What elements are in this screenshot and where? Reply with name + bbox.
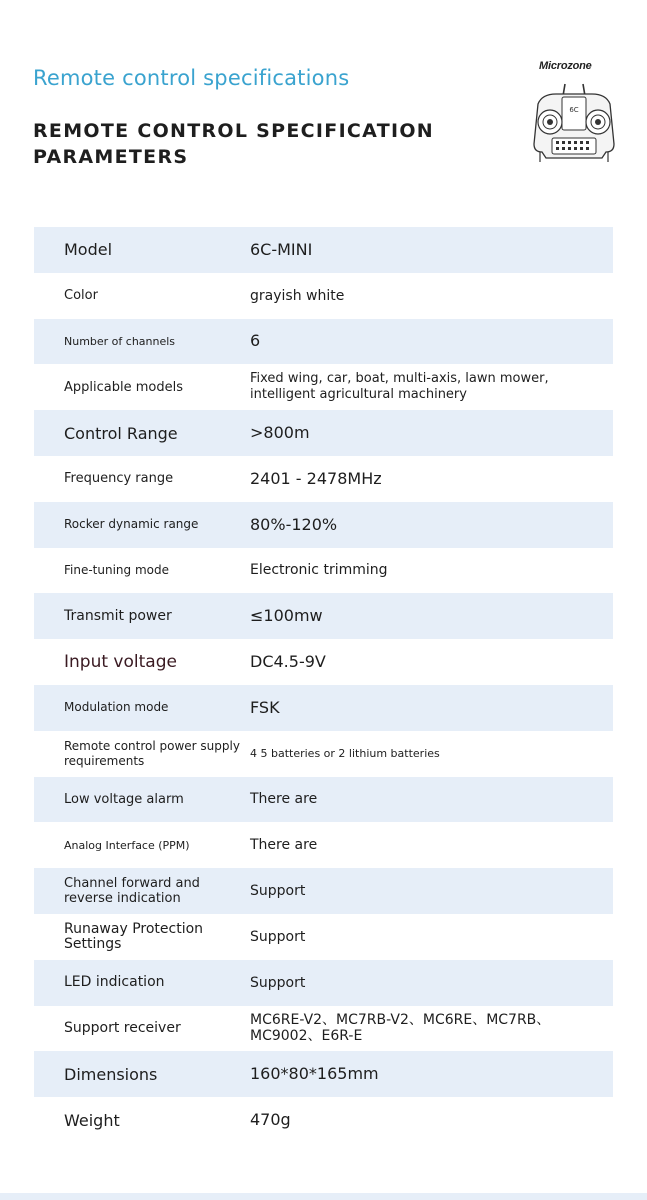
- spec-row-rocker-range: [34, 502, 613, 548]
- spec-row-channel-indication: [34, 868, 613, 914]
- brand-logo: Microzone: [539, 60, 592, 72]
- spec-label: Analog Interface (PPM): [64, 838, 190, 852]
- spec-value: Electronic trimming: [250, 562, 388, 579]
- spec-label: Number of channels: [64, 334, 176, 348]
- spec-label: Weight: [64, 1110, 120, 1130]
- spec-row-color: [34, 273, 613, 319]
- spec-label: Fine-tuning mode: [64, 562, 169, 577]
- spec-label: Remote control power supply requirements: [64, 738, 240, 768]
- spec-row-power-supply: [34, 731, 613, 777]
- spec-row-receiver: [34, 1006, 613, 1052]
- spec-row-model: [34, 227, 613, 273]
- spec-value: FSK: [250, 697, 280, 717]
- spec-value: MC6RE-V2、MC7RB-V2、MC6RE、MC7RB、MC9002、E6R-E: [250, 1012, 551, 1045]
- spec-row-channels: [34, 319, 613, 365]
- section-subtitle: Remote control specifications: [33, 66, 350, 90]
- spec-row-led: [34, 960, 613, 1006]
- spec-row-control-range: [34, 410, 613, 456]
- spec-label: Frequency range: [64, 471, 174, 487]
- spec-value: 6: [250, 331, 261, 351]
- spec-label: Support receiver: [64, 1019, 181, 1036]
- spec-label: Transmit power: [64, 607, 172, 624]
- page-title: REMOTE CONTROL SPECIFICATION PARAMETERS: [33, 120, 434, 168]
- spec-label: Dimensions: [64, 1064, 158, 1084]
- spec-label: Model: [64, 240, 113, 260]
- spec-label: Low voltage alarm: [64, 791, 184, 807]
- footer-band: [0, 1193, 647, 1200]
- spec-table: [34, 227, 613, 1143]
- spec-value: 80%-120%: [250, 514, 338, 534]
- spec-value: Support: [250, 928, 306, 945]
- spec-value: DC4.5-9V: [250, 652, 326, 672]
- spec-value: Fixed wing, car, boat, multi-axis, lawn mower, intelligent agricultural machinery: [250, 371, 549, 403]
- spec-row-applicable-models: [34, 364, 613, 410]
- spec-row-dimensions: [34, 1051, 613, 1097]
- spec-value: 470g: [250, 1110, 291, 1130]
- spec-value: 2401 - 2478MHz: [250, 468, 382, 488]
- spec-value: Support: [250, 974, 306, 991]
- spec-row-low-voltage: [34, 777, 613, 823]
- spec-row-input-voltage: [34, 639, 613, 685]
- spec-value: ≤100mw: [250, 606, 323, 626]
- spec-value: 160*80*165mm: [250, 1064, 379, 1084]
- remote-controller-icon: [532, 82, 616, 168]
- spec-label: Color: [64, 288, 98, 304]
- spec-value: >800m: [250, 423, 310, 443]
- spec-label: Rocker dynamic range: [64, 517, 199, 532]
- svg-text:6C: 6C: [569, 106, 579, 114]
- spec-value: 4 5 batteries or 2 lithium batteries: [250, 746, 440, 760]
- spec-row-runaway: [34, 914, 613, 960]
- spec-row-weight: [34, 1097, 613, 1143]
- spec-label: Modulation mode: [64, 700, 169, 715]
- spec-value: There are: [250, 837, 318, 854]
- spec-row-analog-interface: [34, 822, 613, 868]
- spec-label: Runaway Protection Settings: [64, 920, 204, 952]
- spec-value: There are: [250, 791, 318, 808]
- spec-label: Applicable models: [64, 379, 183, 395]
- spec-label: LED indication: [64, 974, 165, 991]
- spec-row-modulation: [34, 685, 613, 731]
- spec-label: Channel forward and reverse indication: [64, 876, 200, 907]
- spec-value: 6C-MINI: [250, 239, 313, 259]
- spec-label: Input voltage: [64, 651, 177, 672]
- spec-value: Support: [250, 883, 306, 900]
- spec-row-transmit-power: [34, 593, 613, 639]
- spec-value: grayish white: [250, 287, 345, 304]
- spec-row-frequency: [34, 456, 613, 502]
- spec-row-fine-tuning: [34, 548, 613, 594]
- spec-label: Control Range: [64, 423, 178, 443]
